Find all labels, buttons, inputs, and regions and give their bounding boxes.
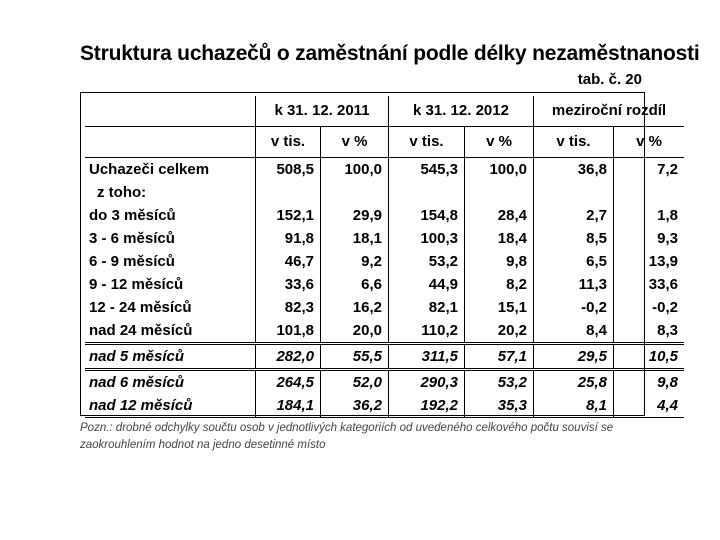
header-group-2012: k 31. 12. 2012 (389, 96, 534, 127)
header-unit: v % (614, 127, 685, 158)
row-value: 25,8 (534, 370, 614, 395)
row-label: 3 - 6 měsíců (89, 230, 175, 247)
row-value: 57,1 (465, 344, 534, 370)
row-value: 110,2 (389, 319, 465, 344)
row-value: 33,6 (614, 273, 685, 296)
table-row (85, 250, 684, 273)
row-value (389, 181, 465, 204)
header-corner-2 (85, 127, 256, 158)
row-value: 9,8 (614, 370, 685, 395)
row-value: 508,5 (256, 158, 321, 182)
row-value (614, 181, 685, 204)
header-corner (85, 96, 256, 127)
row-value: 8,3 (614, 319, 685, 344)
row-value: 29,5 (534, 344, 614, 370)
row-value: 82,3 (256, 296, 321, 319)
row-value: 8,5 (534, 227, 614, 250)
row-value: 311,5 (389, 344, 465, 370)
row-value (465, 181, 534, 204)
row-label: nad 12 měsíců (85, 394, 256, 418)
header-group-2011: k 31. 12. 2011 (256, 96, 389, 127)
row-value: 20,2 (465, 319, 534, 344)
header-unit: v % (465, 127, 534, 158)
row-value: 28,4 (465, 204, 534, 227)
row-value: 18,1 (321, 227, 389, 250)
footnote: Pozn.: drobné odchylky součtu osob v jednotlivých kategoriích od uvedeného celkového počtu souvisí se zaokrouhlením hodnot na jedno desetinné místo (80, 422, 614, 451)
row-value: 29,9 (321, 204, 389, 227)
row-value: 264,5 (256, 370, 321, 395)
row-value: 7,2 (614, 158, 685, 182)
row-value: 36,8 (534, 158, 614, 182)
row-value: 1,8 (614, 204, 685, 227)
table-body (85, 158, 684, 418)
table-number: tab. č. 20 (577, 71, 642, 88)
row-label: Uchazeči celkem (89, 161, 210, 178)
row-value: 100,3 (389, 227, 465, 250)
header-row-units (85, 127, 684, 158)
table-row (85, 319, 684, 344)
row-value: 8,1 (534, 394, 614, 418)
row-value: 91,8 (256, 227, 321, 250)
row-value: 154,8 (389, 204, 465, 227)
row-value: 53,2 (465, 370, 534, 395)
row-value: 52,0 (321, 370, 389, 395)
row-value: 16,2 (321, 296, 389, 319)
row-value: 6,6 (321, 273, 389, 296)
table-row (85, 296, 684, 319)
table-row (85, 158, 684, 182)
table-row (85, 181, 684, 204)
row-value: 20,0 (321, 319, 389, 344)
row-value: 44,9 (389, 273, 465, 296)
row-label: 6 - 9 měsíců (89, 253, 175, 270)
header-unit: v tis. (534, 127, 614, 158)
row-value: 192,2 (389, 394, 465, 418)
header-unit: v tis. (256, 127, 321, 158)
row-value: 9,8 (465, 250, 534, 273)
row-value: -0,2 (534, 296, 614, 319)
row-value: 10,5 (614, 344, 685, 370)
row-value (321, 181, 389, 204)
row-value: -0,2 (614, 296, 685, 319)
row-label: nad 24 měsíců (85, 319, 256, 344)
row-value: 55,5 (321, 344, 389, 370)
row-value: 13,9 (614, 250, 685, 273)
row-label: nad 6 měsíců (89, 374, 185, 391)
row-value: 282,0 (256, 344, 321, 370)
row-value: 9,3 (614, 227, 685, 250)
row-value: 82,1 (389, 296, 465, 319)
row-value: 11,3 (534, 273, 614, 296)
row-label: z toho: (97, 184, 147, 201)
table-row (85, 344, 684, 370)
table-row (85, 370, 684, 395)
row-value: 2,7 (534, 204, 614, 227)
row-value: 33,6 (256, 273, 321, 296)
row-value: 9,2 (321, 250, 389, 273)
row-value: 101,8 (256, 319, 321, 344)
row-value: 100,0 (465, 158, 534, 182)
table-row (85, 227, 684, 250)
row-label: do 3 měsíců (89, 207, 176, 224)
row-value (534, 181, 614, 204)
row-value: 18,4 (465, 227, 534, 250)
table-row (85, 394, 684, 418)
row-value: 4,4 (614, 394, 685, 418)
header-unit: v % (321, 127, 389, 158)
row-value (256, 181, 321, 204)
row-value: 8,2 (465, 273, 534, 296)
page-title: Struktura uchazečů o zaměstnání podle délky nezaměstnanosti (80, 42, 700, 65)
row-label: 9 - 12 měsíců (89, 276, 184, 293)
table-row (85, 204, 684, 227)
header-unit: v tis. (389, 127, 465, 158)
row-value: 6,5 (534, 250, 614, 273)
row-label: nad 5 měsíců (85, 344, 256, 370)
row-value: 46,7 (256, 250, 321, 273)
row-value: 8,4 (534, 319, 614, 344)
row-value: 35,3 (465, 394, 534, 418)
row-value: 100,0 (321, 158, 389, 182)
row-value: 184,1 (256, 394, 321, 418)
row-value: 53,2 (389, 250, 465, 273)
row-value: 545,3 (389, 158, 465, 182)
row-label: 12 - 24 měsíců (89, 299, 192, 316)
row-value: 36,2 (321, 394, 389, 418)
table-row (85, 273, 684, 296)
header-row-groups (85, 96, 684, 127)
row-value: 15,1 (465, 296, 534, 319)
row-value: 290,3 (389, 370, 465, 395)
header-group-difference: meziroční rozdíl (534, 96, 685, 127)
row-value: 152,1 (256, 204, 321, 227)
unemployment-structure-table (85, 96, 684, 418)
